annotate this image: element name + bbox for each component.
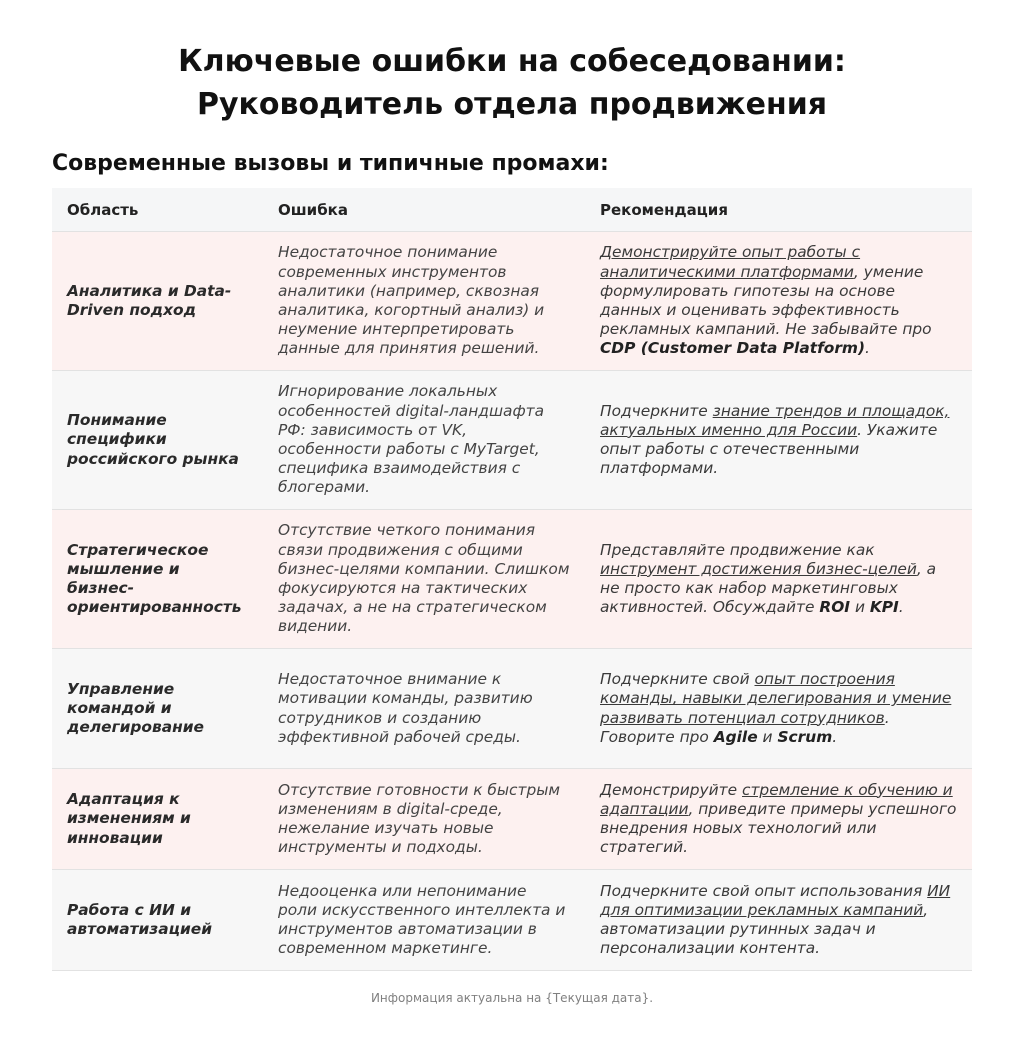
- recommendation-text: , приведите примеры успешного внедрения новых технологий или стратегий.: [600, 799, 957, 857]
- row-recommendation: [585, 870, 972, 971]
- recommendation-highlight: стремление к обучению и адаптации: [600, 780, 953, 818]
- recommendation-text: Подчеркните: [600, 401, 713, 420]
- recommendation-highlight: Демонстрируйте опыт работы с аналитическими платформами: [600, 243, 861, 281]
- recommendation-text: .: [832, 727, 838, 746]
- table-header-row: [52, 188, 972, 232]
- table-row: [52, 510, 972, 649]
- recommendation-text: . Укажите опыт работы с отечественными платформами.: [600, 420, 938, 478]
- row-recommendation: [585, 769, 972, 870]
- table-row: [52, 371, 972, 510]
- header-area: Область: [52, 188, 263, 232]
- row-area: Адаптация к изменениям и инновации: [52, 769, 263, 870]
- title-line-1: Ключевые ошибки на собеседовании:: [178, 44, 846, 79]
- recommendation-text: . Говорите про: [600, 708, 890, 746]
- recommendation-text: и: [850, 598, 870, 617]
- table-row: [52, 870, 972, 971]
- row-mistake: Игнорирование локальных особенностей digital-ландшафта РФ: зависимость от VK, особенности работы с MyTarget, специфика взаимодействия с блогерами.: [263, 371, 585, 510]
- header-mistake: Ошибка: [263, 188, 585, 232]
- row-recommendation: [585, 371, 972, 510]
- table-row: [52, 232, 972, 371]
- footer-note: Информация актуальна на {Текущая дата}.: [370, 991, 654, 1005]
- title-line-2: Руководитель отдела продвижения: [197, 87, 827, 122]
- row-area: Работа с ИИ и автоматизацией: [52, 870, 263, 971]
- recommendation-term: ROI: [819, 598, 851, 617]
- recommendation-highlight: инструмент достижения бизнес-целей: [600, 559, 917, 578]
- row-mistake: Недооценка или непонимание роли искусственного интеллекта и инструментов автоматизации в современном маркетинге.: [263, 870, 585, 971]
- mistakes-table: [52, 188, 972, 971]
- recommendation-text: .: [865, 339, 870, 358]
- row-area: Стратегическое мышление и бизнес-ориентированность: [52, 510, 263, 649]
- page-title: [0, 40, 1024, 126]
- recommendation-term: Scrum: [777, 727, 833, 746]
- recommendation-highlight: опыт построения команды, навыки делегирования и умение развивать потенциал сотрудников: [600, 670, 952, 727]
- row-mistake: Недостаточное внимание к мотивации команды, развитию сотрудников и созданию эффективной рабочей среды.: [263, 649, 585, 769]
- recommendation-term: Agile: [713, 727, 758, 746]
- row-area: Управление командой и делегирование: [52, 649, 263, 769]
- recommendation-text: , автоматизации рутинных задач и персонализации контента.: [600, 900, 929, 958]
- recommendation-text: .: [898, 598, 904, 617]
- recommendation-text: , умение формулировать гипотезы на основе данных и оценивать эффективность рекламных кампаний. Не забывайте про: [600, 262, 932, 339]
- recommendation-highlight: ИИ для оптимизации рекламных кампаний: [600, 881, 951, 919]
- recommendation-text: Подчеркните свой: [600, 670, 755, 689]
- recommendation-highlight: знание трендов и площадок, актуальных именно для России: [600, 401, 950, 439]
- row-mistake: Отсутствие четкого понимания связи продвижения с общими бизнес-целями компании. Слишком фокусируются на тактических задачах, а не на стратегическом видении.: [263, 510, 585, 649]
- table-row: [52, 769, 972, 870]
- row-area: Понимание специфики российского рынка: [52, 371, 263, 510]
- section-subtitle: Современные вызовы и типичные промахи:: [52, 151, 609, 176]
- recommendation-text: , а не просто как набор маркетинговых активностей. Обсуждайте: [600, 559, 937, 617]
- row-recommendation: [585, 232, 972, 371]
- row-recommendation: [585, 510, 972, 649]
- row-area: Аналитика и Data-Driven подход: [52, 232, 263, 371]
- recommendation-term: KPI: [869, 598, 899, 617]
- row-recommendation: [585, 649, 972, 769]
- recommendation-text: Представляйте продвижение как: [600, 540, 875, 559]
- row-mistake: Отсутствие готовности к быстрым изменениям в digital-среде, нежелание изучать новые инструменты и подходы.: [263, 769, 585, 870]
- recommendation-term: CDP (Customer Data Platform): [600, 339, 865, 358]
- header-recommendation: Рекомендация: [585, 188, 972, 232]
- recommendation-text: и: [757, 727, 778, 746]
- recommendation-text: Демонстрируйте: [600, 780, 742, 799]
- recommendation-text: Подчеркните свой опыт использования: [600, 881, 928, 900]
- row-mistake: Недостаточное понимание современных инструментов аналитики (например, сквозная аналитика, когортный анализ) и неумение интерпретировать данные для принятия решений.: [263, 232, 585, 371]
- table-row: [52, 649, 972, 769]
